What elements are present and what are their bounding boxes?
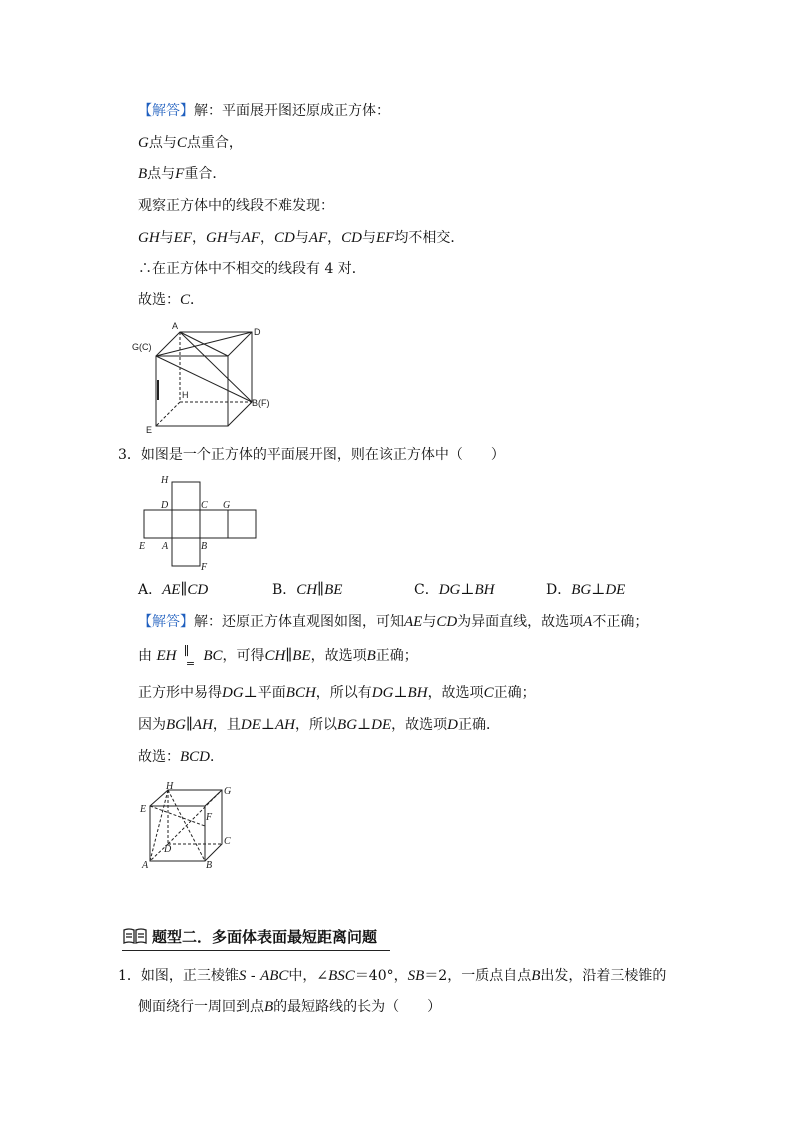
parallel-equal-symbol: ∥ = [183, 644, 196, 670]
sol2-line-1: 【解答】解：平面展开图还原成正方体： [138, 103, 390, 119]
net-far-right-square [228, 510, 256, 538]
net-top-square [172, 482, 200, 510]
net-label-B: B [201, 541, 208, 552]
net-left-square [144, 510, 172, 538]
cube2-label-F: F [206, 812, 213, 823]
label-A: A [172, 321, 179, 331]
q3-option-c: C．DG⊥BH [414, 582, 495, 598]
label-E: E [146, 425, 153, 435]
net-bottom-square [172, 538, 200, 566]
answer-bracket-2: 【解答】 [138, 614, 194, 630]
net-label-G: G [223, 500, 231, 511]
section-underline [122, 950, 390, 951]
cube1-diag-gd [156, 332, 252, 356]
net-label-E: E [139, 541, 146, 552]
sol2-line-7: 故选：C． [138, 292, 205, 308]
sol3-line-3: 正方形中易得DG⊥平面BCH，所以有DG⊥BH，故选项C正确； [138, 685, 536, 701]
cube1-diag-gb [156, 356, 252, 402]
sol3-line-2: 由 EH ∥ = BC，可得CH∥BE，故选项B正确； [138, 644, 418, 670]
sol3-line-1: 【解答】解：还原正方体直观图如图，可知AE与CD为异面直线，故选项A不正确； [138, 614, 649, 630]
cube1-hidden-he [156, 402, 180, 426]
q3-option-d: D．BG⊥DE [546, 582, 626, 598]
cube2-label-D: D [164, 844, 172, 855]
q3-option-b: B．CH∥BE [272, 582, 343, 598]
net-label-A: A [162, 541, 169, 552]
cube-figure-1 [130, 320, 280, 435]
sol2-line-6: ∴在正方体中不相交的线段有 4 对． [138, 261, 366, 277]
sol3-line-4: 因为BG∥AH，且DE⊥AH，所以BG⊥DE，故选项D正确． [138, 717, 500, 733]
net-label-D: D [161, 500, 169, 511]
cube1-front-face [156, 356, 228, 426]
cube2-label-E: E [140, 804, 147, 815]
net-right-square [200, 510, 228, 538]
label-G: G(C) [132, 342, 152, 352]
section-title-text: 题型二．多面体表面最短距离问题 [152, 928, 378, 946]
sol2-line-3: B点与F重合． [138, 166, 227, 182]
net-center-square [172, 510, 200, 538]
cube2-front-face [150, 806, 205, 861]
net-label-F: F [201, 562, 208, 573]
cube2-label-C: C [224, 836, 231, 847]
cube2-label-A: A [142, 860, 149, 870]
q1-line-1: 1．如图，正三棱锥S - ABC中，∠BSC＝40°，SB＝2，一质点自点B出发，沿着三棱锥的 [118, 968, 667, 984]
q1-line-2: 侧面绕行一周回到点B的最短路线的长为（ ） [138, 999, 442, 1015]
answer-bracket: 【解答】 [138, 103, 194, 119]
sol3-line-5: 故选：BCD． [138, 749, 224, 765]
q3-option-a: A．AE∥CD [138, 582, 209, 598]
sol2-line-5: GH与EF，GH与AF，CD与AF，CD与EF均不相交． [138, 230, 465, 246]
cube2-label-B: B [206, 860, 213, 870]
label-H: H [182, 390, 189, 400]
q3-stem: 3．如图是一个正方体的平面展开图，则在该正方体中（ ） [118, 447, 505, 463]
label-D: D [254, 327, 261, 337]
net-label-C: C [201, 500, 208, 511]
cube-figure-2 [138, 782, 238, 870]
net-label-H: H [161, 475, 169, 486]
cube2-label-G: G [224, 786, 232, 797]
book-icon [122, 926, 148, 946]
sol2-line-4: 观察正方体中的线段不难发现： [138, 198, 334, 214]
label-B: B(F) [252, 398, 270, 408]
cube-net-figure [135, 470, 265, 575]
section-heading [122, 926, 377, 948]
sol2-line-2: G点与C点重合， [138, 135, 243, 151]
cube2-label-H: H [166, 782, 174, 792]
